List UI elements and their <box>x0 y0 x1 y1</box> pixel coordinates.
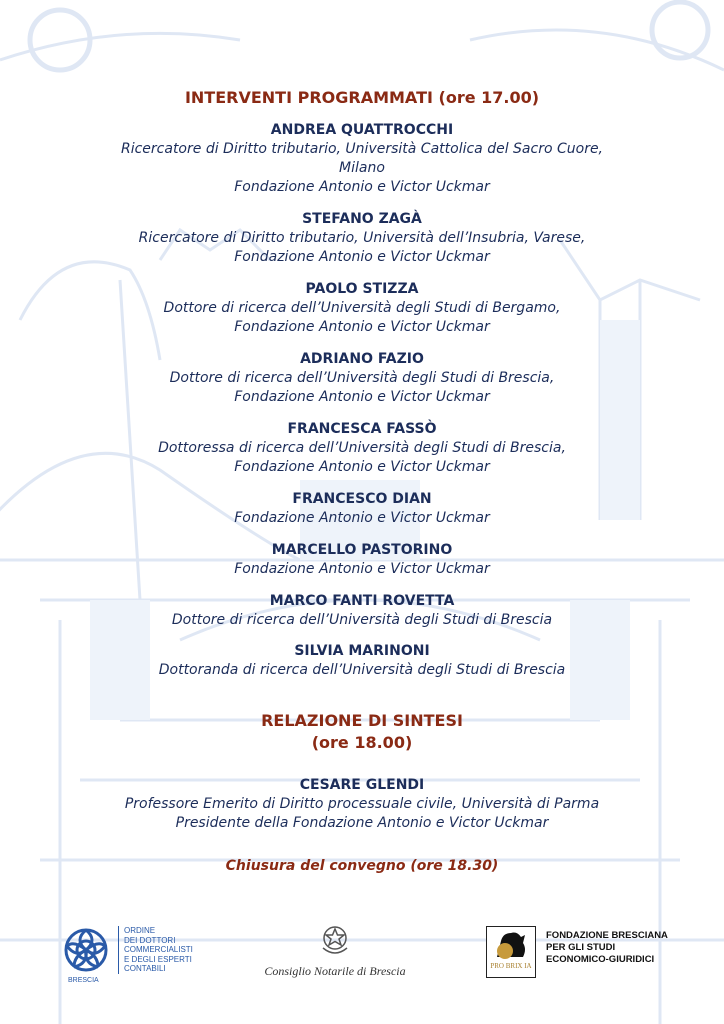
section-time: (ore 18.00) <box>311 733 413 752</box>
speaker-name: FRANCESCA FASSÒ <box>287 421 437 437</box>
speaker-block <box>0 541 724 579</box>
odc-text-line: ORDINE <box>124 926 156 935</box>
speaker-name: ANDREA QUATTROCCHI <box>270 122 454 138</box>
fb-mark <box>486 926 536 978</box>
speaker-role-line: Ricercatore di Diritto tributario, Università dell’Insubria, Varese, <box>138 230 586 246</box>
odc-text-line: COMMERCIALISTI <box>124 945 193 954</box>
fb-text-line: PER GLI STUDI <box>546 942 616 953</box>
fb-text-line: ECONOMICO-GIURIDICI <box>546 954 655 965</box>
speaker-role-line: Fondazione Antonio e Victor Uckmar <box>234 389 490 405</box>
odc-text-line: CONTABILI <box>124 964 166 973</box>
summary-speaker-name: CESARE GLENDI <box>299 777 425 793</box>
speaker-role-line: Fondazione Antonio e Victor Uckmar <box>234 179 490 195</box>
speaker-role-line: Ricercatore di Diritto tributario, Università Cattolica del Sacro Cuore, <box>120 141 604 157</box>
fb-text-block <box>546 930 668 966</box>
speaker-role-line: Fondazione Antonio e Victor Uckmar <box>234 319 490 335</box>
speaker-name: FRANCESCO DIAN <box>292 491 432 507</box>
cnb-text: Consiglio Notarile di Brescia <box>264 964 406 978</box>
lion-icon <box>487 927 535 963</box>
italian-emblem-icon <box>318 922 352 958</box>
speaker-name: SILVIA MARINONI <box>294 643 430 659</box>
speaker-role-line: Dottoranda di ricerca dell’Università degli Studi di Brescia <box>158 662 566 678</box>
speaker-block <box>0 210 724 267</box>
summary-speaker-line: Professore Emerito di Diritto processuale civile, Università di Parma <box>124 796 600 812</box>
speaker-block <box>0 420 724 477</box>
speaker-role-line: Dottore di ricerca dell’Università degli Studi di Brescia, <box>169 370 555 386</box>
speaker-name: PAOLO STIZZA <box>305 281 419 297</box>
speaker-name: STEFANO ZAGÀ <box>302 211 422 227</box>
section-title-interventi: INTERVENTI PROGRAMMATI (ore 17.00) <box>184 88 540 107</box>
odc-emblem-icon <box>58 926 114 976</box>
fb-text-line: FONDAZIONE BRESCIANA <box>546 930 668 941</box>
speaker-block <box>0 121 724 197</box>
summary-speaker-line: Presidente della Fondazione Antonio e Victor Uckmar <box>175 815 549 831</box>
section-title-line: RELAZIONE DI SINTESI <box>261 711 463 730</box>
logo-odc-brescia <box>58 926 228 986</box>
speaker-role-line: Fondazione Antonio e Victor Uckmar <box>234 510 490 526</box>
speaker-role-line: Milano <box>339 160 385 176</box>
speaker-block <box>0 350 724 407</box>
odc-text-line: E DEGLI ESPERTI <box>124 954 192 964</box>
speaker-role-line: Fondazione Antonio e Victor Uckmar <box>234 249 490 265</box>
odc-text-block <box>118 926 193 974</box>
speaker-role-line: Dottore di ricerca dell’Università degli Studi di Brescia <box>171 612 553 628</box>
speaker-block <box>0 642 724 680</box>
fb-mark-text: PRO BRIX IA <box>490 962 532 970</box>
speaker-name: MARCO FANTI ROVETTA <box>269 593 455 609</box>
speaker-name: ADRIANO FAZIO <box>300 351 424 367</box>
section-title-relazione <box>0 710 724 754</box>
speaker-role-line: Fondazione Antonio e Victor Uckmar <box>234 561 490 577</box>
odc-city: BRESCIA <box>68 977 99 984</box>
speaker-role-line: Dottore di ricerca dell’Università degli Studi di Bergamo, <box>163 300 561 316</box>
odc-text-line: DEI DOTTORI <box>124 935 176 945</box>
speaker-block <box>0 592 724 630</box>
speaker-role-line: Dottoressa di ricerca dell’Università degli Studi di Brescia, <box>158 440 566 456</box>
summary-speaker-block <box>0 776 724 833</box>
closing-note: Chiusura del convegno (ore 18.30) <box>225 858 499 874</box>
speaker-block <box>0 280 724 337</box>
speaker-block <box>0 490 724 528</box>
speaker-name: MARCELLO PASTORINO <box>271 542 453 558</box>
logo-fondazione-bresciana <box>486 926 686 978</box>
speaker-role-line: Fondazione Antonio e Victor Uckmar <box>234 459 490 475</box>
logo-consiglio-notarile <box>240 922 430 986</box>
